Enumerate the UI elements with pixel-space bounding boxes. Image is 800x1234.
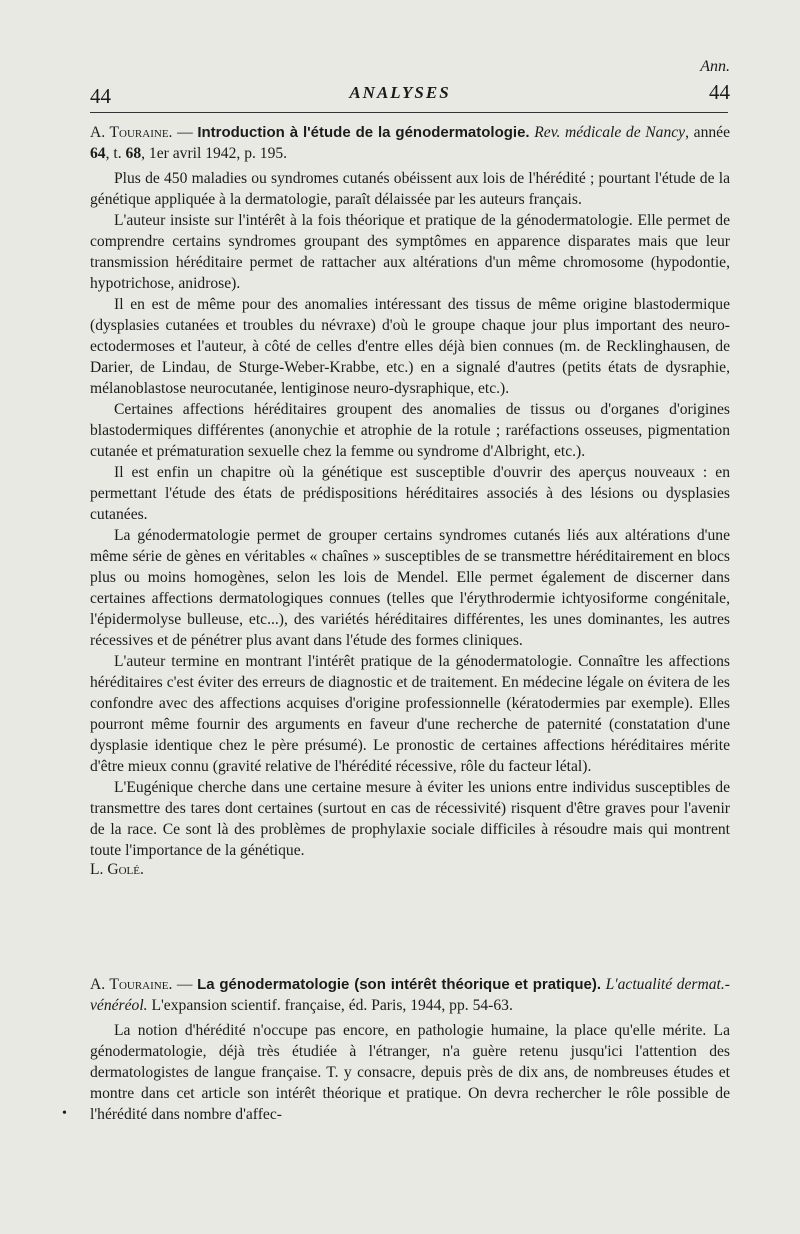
page-number-right: 44: [709, 80, 730, 104]
author: A. Touraine.: [90, 976, 173, 993]
citation: [90, 974, 730, 1016]
cite-pre: , année: [685, 124, 731, 141]
margin-mark: •: [62, 1106, 67, 1121]
volume: 64: [90, 145, 106, 162]
paragraph: Il en est de même pour des anomalies intéressant des tissus de même origine blastodermique (dysplasies cutanées et troubles du névraxe) d'où le groupe chaque jour plus important des neuro-ectodermoses et l'auteur, à côté de celles d'entre elles déjà bien connues (m. de Recklinghausen, de Darier, de Lindau, de Sturge-Weber-Krabbe, etc.) en a signalé d'autres (petits états de dysraphie, mélanoblastose neurocutanée, lentiginose neuro-dysraphique, etc.).: [90, 296, 730, 397]
author: A. Touraine.: [90, 124, 173, 141]
handwritten-annotation: Ann.: [700, 58, 730, 75]
cite-post: , 1er avril 1942, p. 195.: [141, 145, 288, 162]
paragraph: La notion d'hérédité n'occupe pas encore, en pathologie humaine, la place qu'elle mérite. La génodermatologie, déjà très étudiée à l'étranger, n'a guère retenu jusqu'ici l'attention des dermatologistes de langue française. T. y consacre, depuis près de dix ans, de nombreuses études et montre dans cet article son intérêt théorique et pratique. On devra rechercher le rôle possible de l'hérédité dans nombre d'affec-: [90, 1022, 730, 1123]
paragraph: Certaines affections héréditaires groupent des anomalies de tissus ou d'organes d'origines blastodermiques différentes (anonychie et atrophie de la rotule ; raréfactions osseuses, pigmentation cutanée et prématuration sexuelle chez la femme ou syndrome d'Albright, etc.).: [90, 401, 730, 460]
paragraph: La génodermatologie permet de grouper certains syndromes cutanés liés aux altérations d'une même série de gènes en véritables « chaînes » susceptibles de se transmettre héréditairement en blocs plus ou moins homogènes, selon les lois de Mendel. Elle permet également de discerner dans certaines affections dermatologiques connues (telles que l'érythrodermie ichtyosiforme congénitale, l'épidermolyse bulleuse, etc...), des variétés héréditaires différentes, les unes dominantes, les autres récessives et de pénétrer plus avant dans l'étude des formes cliniques.: [90, 527, 730, 649]
article-2: [90, 974, 730, 1125]
article-title: La génodermatologie (son intérêt théorique et pratique).: [197, 976, 602, 993]
running-header: ANALYSES: [349, 83, 451, 102]
dash: —: [172, 976, 198, 993]
article-1: [90, 122, 730, 880]
paragraph: L'Eugénique cherche dans une certaine mesure à éviter les unions entre individus susceptibles de transmettre des tares dont certaines (surtout en cas de récessivité) risquent d'être graves pour l'avenir de la race. Ce sont là des problèmes de prophylaxie sociale difficiles à résoudre mais qui montrent toute l'importance de la génétique.: [90, 779, 730, 859]
paragraph: Plus de 450 maladies ou syndromes cutanés obéissent aux lois de l'hérédité ; pourtant l'étude de la génétique appliquée à la dermatologie, paraît délaissée par les auteurs français.: [90, 170, 730, 208]
tome: 68: [125, 145, 142, 162]
signature: L. Golé.: [90, 861, 144, 878]
page-number-left: 44: [90, 84, 111, 108]
cite-post: L'expansion scientif. française, éd. Paris, 1944, pp. 54-63.: [147, 997, 513, 1014]
journal: Rev. médicale de Nancy: [534, 124, 686, 141]
article-title: Introduction à l'étude de la génodermatologie.: [197, 124, 530, 141]
journal: L'actualité dermat.-vénéréol.: [90, 976, 730, 1014]
cite-mid: , t.: [105, 145, 126, 162]
paragraph: Il est enfin un chapitre où la génétique est susceptible d'ouvrir des aperçus nouveaux : en permettant l'étude des états de prédispositions héréditaires associés à des lésions ou dysplasies cutanées.: [90, 464, 730, 523]
header-rule: [90, 112, 728, 113]
citation: [90, 122, 730, 164]
dash: —: [172, 124, 198, 141]
paragraph: L'auteur insiste sur l'intérêt à la fois théorique et pratique de la génodermatologie. Elle permet de comprendre certains syndromes groupant des symptômes en apparence disparates mais que leur transmission héréditaire permet de rattacher aux altérations d'un même chromosome (hypodontie, hypotrichose, anidrose).: [90, 212, 730, 292]
paragraph: L'auteur termine en montrant l'intérêt pratique de la génodermatologie. Connaître les affections héréditaires c'est éviter des erreurs de diagnostic et de traitement. En médecine légale on évitera de les confondre avec des affections acquises d'origine professionnelle (kératodermies par exemple). Elles pourront même fournir des arguments en faveur d'une recherche de paternité (constatation d'une dysplasie identique chez le père présumé). Le pronostic de certaines affections héréditaires mérite d'être mieux connu (gravité relative de l'hérédité récessive, rôle du facteur létal).: [90, 653, 730, 775]
